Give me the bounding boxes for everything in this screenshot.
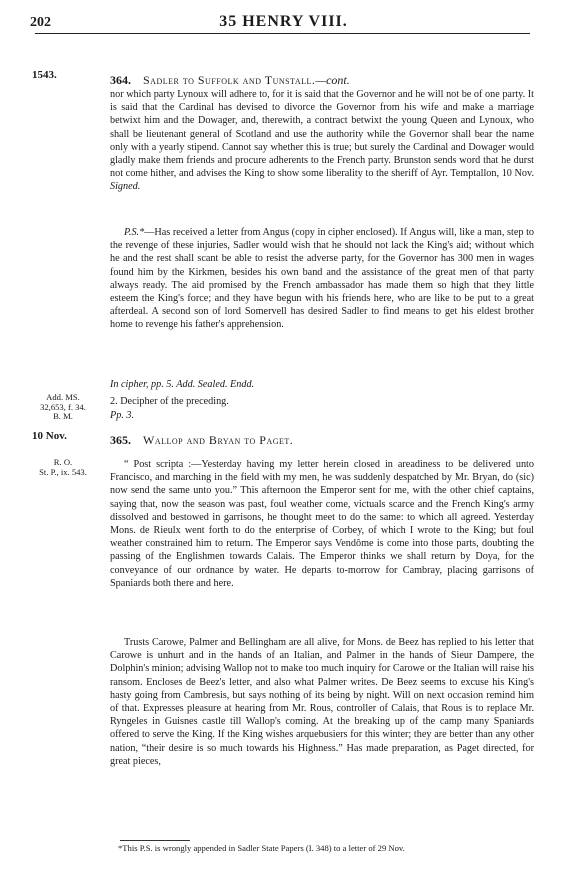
ref-line: R. O. [53, 457, 73, 467]
entry-365-title: Wallop and Bryan to Paget. [143, 433, 294, 447]
entry-365-number: 365. [110, 433, 131, 447]
entry-364-heading [110, 73, 350, 88]
header-rule [35, 33, 530, 34]
ps-label: P.S.* [124, 227, 145, 238]
margin-year: 1543. [32, 69, 57, 81]
entry-365-paragraph-2: Trusts Carowe, Palmer and Bellingham are all alive, for Mons. de Beez has replied to his letter that Carowe is unhurt and in the hands of an Italian, and Palmer in the hands of Sieur Dampere, the Dolphin's minion; advising Wallop not to make too much inquiry for Carowe or the Italian will raise his ransom. Encloses de Beez's letter, and also what Palmer writes. De Beez seems to excuse his King's hasty going from Cambresis, but says nothing of its being by night. Will on next occasion remind him of that. Expresses pleasure at hearing from Mr. Rous, controller of Calais, that Rous is to replace Mr. Ryngeles in Guisnes castle till Wallop's coming. At the breaking up of the camp many Spaniards offered to serve the King. If the King wishes arquebusiers for this winter; they are better than any other nation, “their desire is so much towards his Highness.” Has made preparation, as Paget directed, for great pieces, [110, 637, 534, 767]
signed-note: Signed. [110, 181, 141, 193]
entry-364-description: In cipher, pp. 5. Add. Sealed. Endd. [110, 379, 255, 390]
ref-line: St. P., ix. 543. [39, 466, 87, 477]
footnote: *This P.S. is wrongly appended in Sadler State Papers (I. 348) to a letter of 29 Nov. [118, 843, 405, 853]
entry-364-postscript [110, 226, 534, 332]
entry-365-heading [110, 433, 293, 448]
entry-364-item-2: 2. Decipher of the preceding. [110, 396, 229, 407]
running-title: 35 HENRY VIII. [219, 13, 348, 30]
entry-365-paragraph-1: “ Post scripta :—Yesterday having my letter herein closed in areadiness to be delivered unto Francisco, and marching in the field with my men, he was suddenly despatched by Mr. Bryan, do (sic) now send the same unto you.” This afternoon the Emperor sent for me, with the other chief captains, saying that, now the season was past, foul weather come, victuals scarce and the French King's army dissolved and bestowed in garrisons, he thought meet to do the same: to which all agreed. Yesterday Mons. de Rieulx went forth to do the enterprise of Corbey, of which I wrote to the King; but foul weather constrained him to return. The Emperor says Vendôme is come into those parts, doubting the passing of the Englishmen towards Calais. The Emperor thinks we shall return by Doya, for the conveyance of our ordnance by water. He departs to-morrow for Cambray, placing garrisons of Spaniards both there and here. [110, 459, 534, 589]
footnote-rule [120, 840, 190, 841]
entry-364-title: Sadler to Suffolk and Tunstall. [143, 73, 316, 87]
entry-364-paragraph-1 [110, 88, 534, 194]
page-number: 202 [30, 15, 51, 30]
entry-364-cont: —cont. [315, 73, 350, 87]
margin-ref-add-ms [32, 393, 94, 422]
ref-line: 32,653, f. 34. [40, 401, 86, 412]
ps-text: —Has received a letter from Angus (copy in cipher enclosed). If Angus will, like a man, step to the revenge of these injuries, Sadler would wish that he should not lack the King's aid; without which he and the rest shall scant be able to resist the adverse party, for the Governor has 300 men in wages found him by the Kirkmen, besides his own band and the assistance of the great men of that party always ready. The aid promised by the French ambassador has made them so high that they little esteem the King's force; and they have begun with his friends here, who are like to be put to a great afterdeal. A second son of lord Somervell has desired Sadler to find means to get his eldest brother home to revenge his father's apprehension. [110, 227, 534, 331]
ref-line: B. M. [53, 411, 73, 421]
margin-ref-ro [32, 458, 94, 477]
entry-364-paragraph-1-text: nor which party Lynoux will adhere to, for it is said that the Governor and he will not be of one party. It is said that the Cardinal has devised to divorce the Governor from his wife and make a marriage betwixt him and the Dowager, and, therewith, a contract betwixt the young Queen and Lynoux, who shall be lieutenant general of Scotland and use the authority while the Governor shall bear the name only with a yearly stipend. Cannot say whether this is true; but surely the Cardinal and Dowager would gladly make them friends and procure adherents to the French party. Brunston sends word that he durst not come hither, and advises the King to show some liberality to the sheriff of Ayr. Temptallon, 10 Nov. [110, 89, 534, 180]
margin-date-365: 10 Nov. [32, 430, 67, 442]
entry-364-number: 364. [110, 73, 131, 87]
entry-364-item-2-pages: Pp. 3. [110, 410, 135, 421]
ref-line: Add. MS. [46, 392, 80, 402]
